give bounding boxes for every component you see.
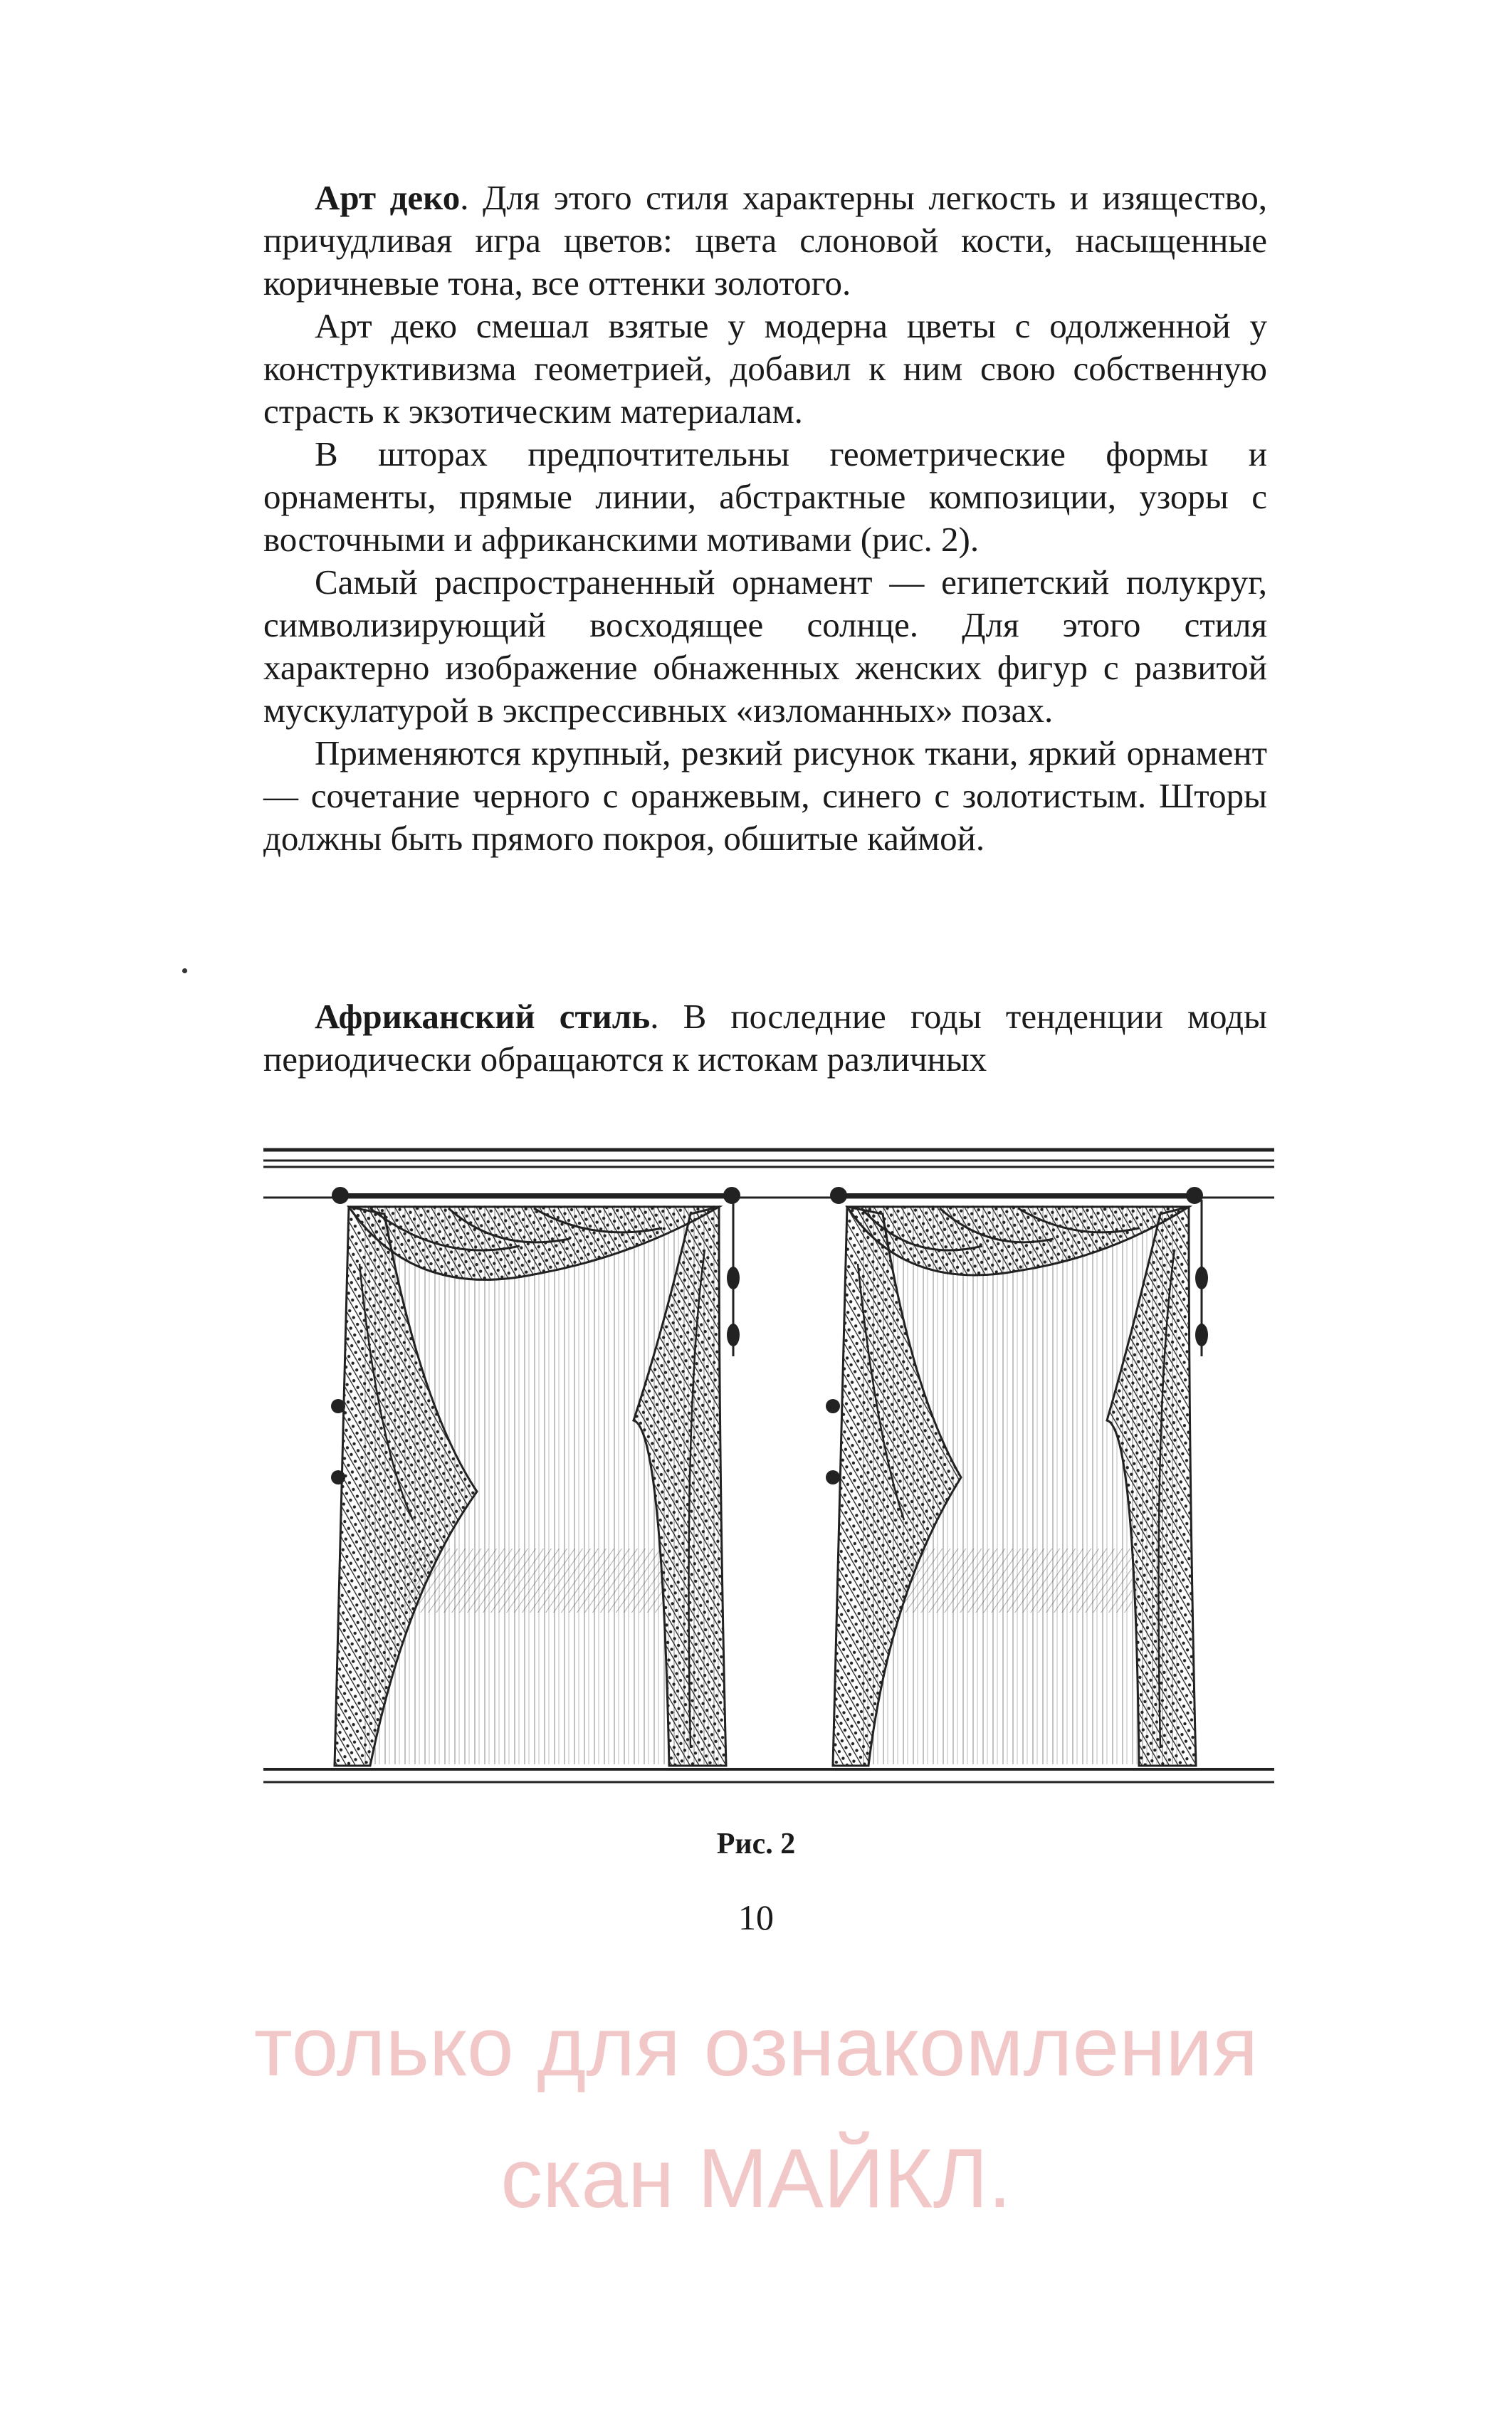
figure-caption: Рис. 2 bbox=[716, 1828, 796, 1860]
curtain-illustration bbox=[263, 1121, 1274, 1805]
artdeco-paragraph-1-text: . Для этого стиля характерны легкость и изящество, причудливая игра цветов: цвета слоновой кости, насыщенные коричневые тона, все оттенки золотого. bbox=[263, 178, 1267, 303]
african-section bbox=[263, 995, 1267, 1081]
artdeco-paragraph-2: Арт деко смешал взятые у модерна цветы с одолженной у конструктивизма геометрией, добавил к ним свою собственную страсть к экзотическим материалам. bbox=[263, 306, 1267, 431]
artdeco-section bbox=[263, 177, 1267, 860]
artdeco-paragraph-5: Применяются крупный, резкий рисунок ткани, яркий орнамент — сочетание черного с оранжевым, синего с золотистым. Шторы должны быть прямого покроя, обшитые каймой. bbox=[263, 733, 1267, 858]
curtain-left bbox=[331, 1187, 740, 1766]
artdeco-heading: Арт деко bbox=[315, 178, 461, 217]
artdeco-paragraph-1 bbox=[263, 177, 1267, 305]
page-number: 10 bbox=[738, 1897, 774, 1937]
curtain-right bbox=[826, 1187, 1208, 1766]
african-heading: Африканский стиль bbox=[315, 997, 651, 1036]
scan-speck bbox=[182, 968, 187, 973]
watermark-line-1: только для ознакомления bbox=[253, 2000, 1259, 2094]
watermark-line-2: скан МАЙКЛ. bbox=[500, 2132, 1012, 2226]
african-paragraph-1-text: . В последние годы тенденции моды периодически обращаются к истокам различных bbox=[263, 997, 1267, 1079]
artdeco-paragraph-4: Самый распространенный орнамент — египетский полукруг, символизирующий восходящее солнце. Для этого стиля характерно изображение обнаженных женских фигур с развитой мускулатурой в экспрессивных «изломанных» позах. bbox=[263, 562, 1267, 730]
artdeco-paragraph-3: В шторах предпочтительны геометрические формы и орнаменты, прямые линии, абстрактные композиции, узоры с восточными и африканскими мотивами (рис. 2). bbox=[263, 434, 1267, 559]
african-paragraph-1 bbox=[263, 995, 1267, 1081]
